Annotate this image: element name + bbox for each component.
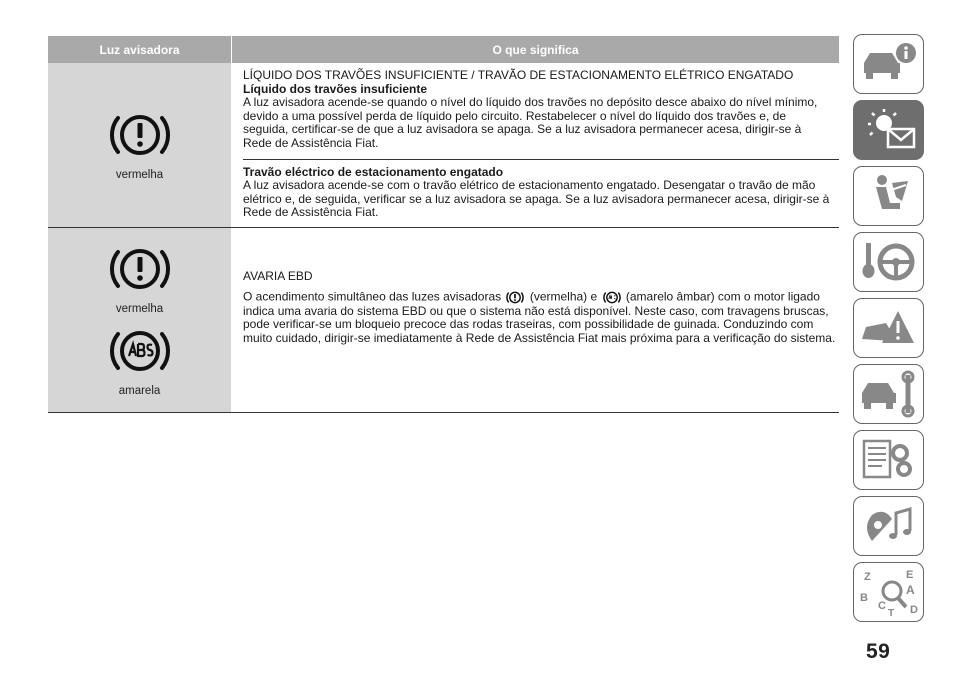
body-text: O acendimento simultâneo das luzes avisadoras — [243, 289, 502, 304]
index-letter-t: T — [887, 608, 894, 617]
tab-multimedia[interactable] — [853, 496, 924, 556]
chapter-tabs — [853, 34, 926, 628]
warning-light-cell — [48, 63, 231, 227]
table-row — [48, 228, 839, 413]
multimedia-icon — [858, 501, 920, 551]
tab-starting-driving[interactable] — [853, 232, 924, 292]
warning-light-message-icon — [858, 105, 920, 155]
parking-brake-section — [243, 160, 839, 227]
section-body — [243, 290, 839, 346]
meaning-cell — [231, 63, 839, 227]
color-label: vermelha — [115, 168, 164, 181]
brake-fluid-section — [243, 63, 839, 160]
section-title: Travão eléctrico de estacionamento engatado — [243, 164, 504, 179]
table-row — [48, 63, 839, 228]
index-letter-d: D — [909, 604, 918, 616]
body-text: (vermelha) e — [529, 289, 598, 304]
section-body: A luz avisadora acende-se com o travão elétrico de estacionamento engatado. Desengatar o travão de mão elétrico e, de seguida, verificar se a luz avisadora se apaga. Se a luz avisadora permanecer acesa, dirigir-se à Rede de Assistência Fiat. — [243, 178, 830, 220]
car-wrench-icon — [858, 369, 920, 419]
index-letter-c: C — [877, 600, 886, 612]
header-warning-light: Luz avisadora — [99, 42, 180, 57]
index-letter-b: B — [859, 592, 868, 604]
brake-warning-icon — [506, 290, 524, 305]
abs-warning-icon — [109, 325, 171, 377]
index-letter-a: A — [905, 583, 915, 597]
key-steering-wheel-icon — [858, 237, 920, 287]
tab-maintenance[interactable] — [853, 364, 924, 424]
table-header — [48, 36, 839, 63]
car-breakdown-icon — [858, 303, 920, 353]
tab-warning-lights[interactable] — [853, 100, 924, 160]
section-caps-title: AVARIA EBD — [243, 268, 313, 283]
brake-warning-icon — [109, 109, 171, 161]
index-letter-z: Z — [863, 571, 871, 583]
index-search-icon — [858, 567, 920, 617]
warning-light-cell — [48, 228, 231, 412]
color-label: amarela — [118, 384, 161, 397]
brake-warning-icon — [109, 243, 171, 295]
section-body: A luz avisadora acende-se quando o nível do líquido dos travões no depósito desce abaixo do nível mínimo, devido a uma possível perda de líquido pelo circuito. Restabelecer o nível do líquido dos travões e, de seguida, certificar-se de que a luz avisadora se apaga. Se a luz avisadora permanecer acesa, dirigir-se à Rede de Assistência Fiat. — [243, 95, 818, 150]
car-info-icon — [858, 39, 920, 89]
tab-safety[interactable] — [853, 166, 924, 226]
seat-airbag-icon — [858, 171, 920, 221]
tab-index[interactable] — [853, 562, 924, 622]
meaning-cell — [231, 228, 839, 412]
section-caps-title: LÍQUIDO DOS TRAVÕES INSUFICIENTE / TRAVÃO DE ESTACIONAMENTO ELÉTRICO ENGATADO — [243, 68, 794, 82]
tab-car-info[interactable] — [853, 34, 924, 94]
tab-emergency[interactable] — [853, 298, 924, 358]
body-text: (amarelo âmbar) com o motor ligado indica uma avaria do sistema EBD ou que o sistema não está disponível. Neste caso, com travagens bruscas, pode verificar-se um bloqueio precoce das rodas traseiras, com possibilidade de guinada. Conduzindo com muito cuidado, dirigir-se imediatamente à Rede de Assistência Fiat mais próxima para a verificação do sistema. — [243, 289, 836, 345]
index-letter-e: E — [905, 569, 913, 581]
page-number: 59 — [866, 640, 891, 663]
color-label: vermelha — [115, 302, 164, 315]
tab-technical-data[interactable] — [853, 430, 924, 490]
abs-warning-icon — [603, 290, 621, 305]
warning-lights-table — [48, 36, 839, 413]
section-title: Líquido dos travões insuficiente — [243, 81, 428, 96]
header-meaning: O que significa — [231, 36, 839, 63]
spec-gears-icon — [858, 435, 920, 485]
